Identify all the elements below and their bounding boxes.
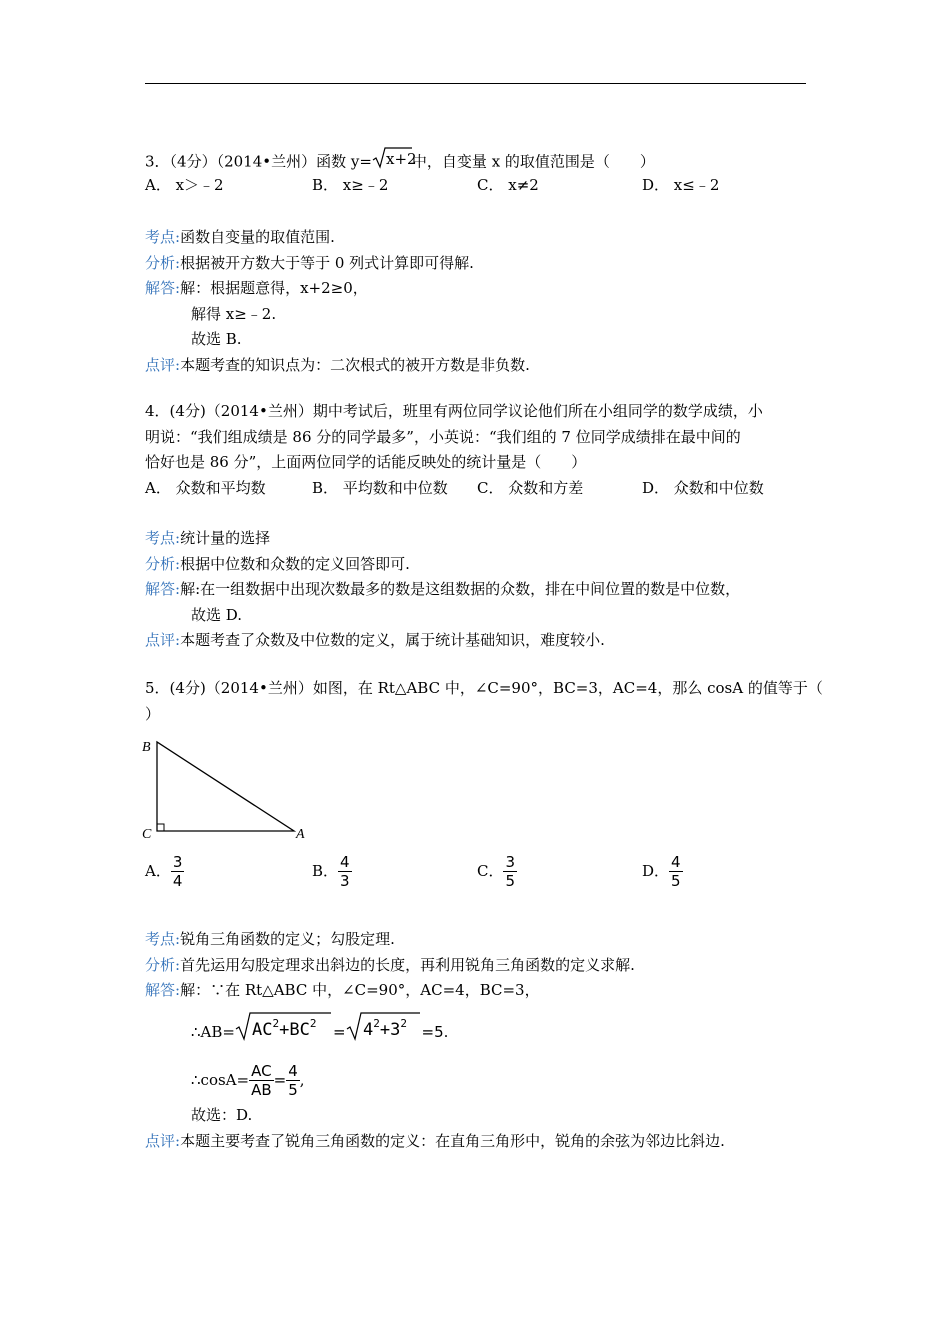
kaodian-label: 考点: [145,930,181,948]
kaodian-label: 考点: [145,228,181,246]
vertex-a-label: A [296,827,305,842]
right-angle-mark [157,824,164,831]
q4-stem-line: 恰好也是 86 分”，上面两位同学的话能反映处的统计量是（ ） [145,453,587,471]
q3-option-d: D． x≤﹣2 [642,175,720,194]
q4-analysis [145,526,815,654]
q3-options [145,173,815,199]
q4-options [145,476,815,502]
jieda-text: 解：根据题意得，x+2≥0， [180,279,368,297]
fenxi-label: 分析: [145,253,181,272]
fenxi-text: 根据被开方数大于等于 0 列式计算即可得解. [180,253,474,272]
jieda-text: 解：∵在 Rt△ABC 中，∠C=90°，AC=4，BC=3， [180,981,540,999]
dianping-label: 点评: [145,355,181,374]
jieda-label: 解答: [145,981,181,999]
svg-text:42+32: $4^2+3^2$ [362,1017,407,1040]
q3-option-a: A． x＞﹣2 [145,175,224,194]
triangle-outline [157,742,294,831]
q4-option-c: C． 众数和方差 [477,478,584,497]
q5-stem-line: 5．(4分)（2014•兰州）如图，在 Rt△ABC 中，∠C=90°，BC=3，AC=4，那么 cosA 的值等于（ [145,679,823,697]
q5-conclusion [145,1103,815,1154]
jieda-label: 解答: [145,580,181,598]
jieda-label: 解答: [145,279,181,297]
fraction-4-5: $\frac{4}{5}$ [288,1061,298,1099]
kaodian-text: 统计量的选择 [180,529,271,547]
q5-option-b: B． $\frac{4}{3}$ [312,853,350,890]
q4-stem-line: 明说：“我们组成绩是 86 分的同学最多”，小英说：“我们组的 7 位同学成绩排在最中间的 [145,427,741,446]
right-triangle-figure [140,736,315,842]
ab-radical-2 [346,1011,422,1053]
kaodian-text: 函数自变量的取值范围. [180,228,335,246]
q3-radicand: x+2 [385,150,417,168]
q4-option-b: B． 平均数和中位数 [312,478,448,497]
q3-option-b: B． x≥﹣2 [312,175,389,194]
q3-stem: 3．（4分）（2014•兰州）函数 y= x+2 中，自变量 x 的取值范围是（ ） [145,147,815,173]
vertex-c-label: C [142,827,152,842]
fenxi-label: 分析: [145,554,181,573]
ab-radical-1 [235,1011,333,1053]
jieda-text: 解得 x≥﹣2. [191,304,277,323]
dianping-label: 点评: [145,631,181,649]
q4-option-d: D． 众数和中位数 [642,478,764,497]
q3-analysis [145,225,815,378]
q4-stem-line: 4．(4分)（2014•兰州）期中考试后，班里有两位同学议论他们所在小组同学的数学成绩，小 [145,402,763,420]
question-3 [145,147,815,198]
q5-stem-line: ） [145,704,161,723]
q3-option-c: C． x≠2 [477,175,539,194]
kaodian-label: 考点: [145,529,181,547]
dianping-text: 本题考查了众数及中位数的定义，属于统计基础知识，难度较小. [180,631,605,649]
header-rule [145,83,806,84]
question-4 [145,399,815,501]
dianping-label: 点评: [145,1131,181,1150]
q5-option-d: D． $\frac{4}{5}$ [642,853,681,890]
jieda-text: 故选：D. [191,1106,253,1124]
kaodian-text: 锐角三角函数的定义；勾股定理. [180,930,395,948]
fraction: $\frac{4}{5}$ [671,853,681,890]
q5-option-a: A． $\frac{3}{4}$ [145,853,183,890]
question-5 [145,676,823,727]
q5-analysis [145,927,815,1004]
fenxi-text: 首先运用勾股定理求出斜边的长度，再利用锐角三角函数的定义求解. [180,955,635,974]
q5-option-c: C． $\frac{3}{5}$ [477,853,516,890]
q5-options [145,853,815,899]
dianping-text: 本题考查的知识点为：二次根式的被开方数是非负数. [180,355,530,374]
fraction-ac-ab: $\frac{AC}{AB}$ [251,1061,272,1099]
vertex-b-label: B [142,740,151,755]
fraction: $\frac{3}{4}$ [172,853,183,890]
dianping-text: 本题主要考查了锐角三角函数的定义：在直角三角形中，锐角的余弦为邻边比斜边. [180,1131,725,1150]
jieda-text: 故选 B. [191,330,242,348]
jieda-text: 解:在一组数据中出现次数最多的数是这组数据的众数，排在中间位置的数是中位数， [180,580,741,598]
svg-text:AC2+BC2: $AC^2+BC^2$ [251,1017,317,1040]
q4-option-a: A． 众数和平均数 [145,478,266,497]
cos-equation: ∴cosA= $\frac{AC}{AB}$ = $\frac{4}{5}$ , [191,1061,305,1099]
fenxi-label: 分析: [145,955,181,974]
jieda-text: 故选 D. [191,605,243,624]
fraction: $\frac{3}{5}$ [505,853,516,890]
fenxi-text: 根据中位数和众数的定义回答即可. [180,554,410,573]
fraction: $\frac{4}{3}$ [340,853,350,890]
ab-equation: ∴AB= $AC^2+BC^2$ = $4^2+3^2$ =5. [191,1011,861,1045]
